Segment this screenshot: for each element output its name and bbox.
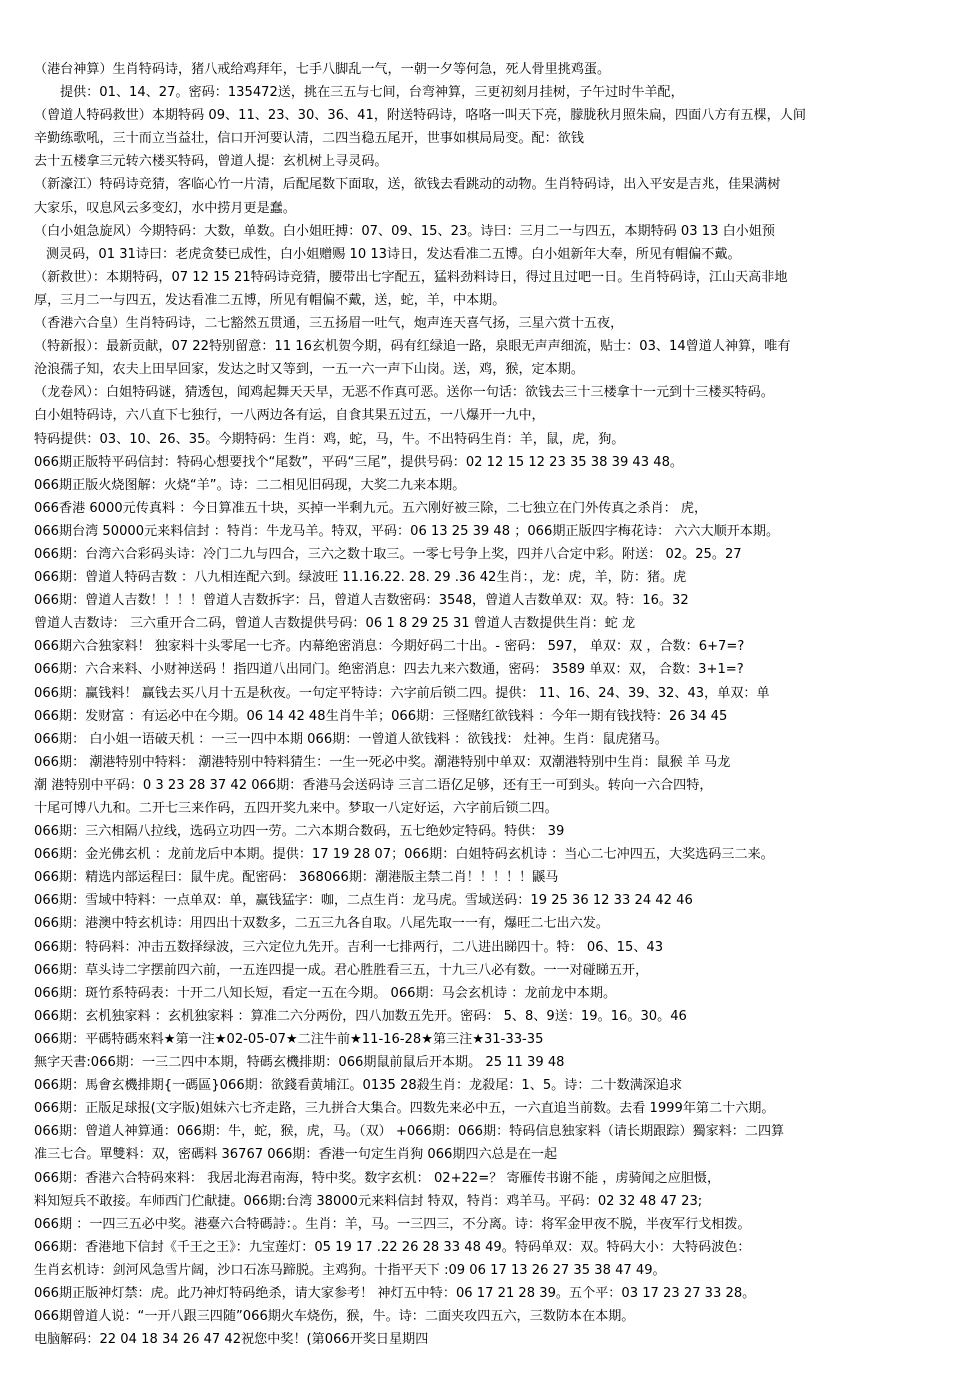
text-line: 066期正版特平码信封：特码心想要找个“尾数”，平码“三尾”，提供号码：02 12 15 12 23 35 38 39 43 48。 [34,454,684,470]
text-line: 十尾可博八九和。二开七三来作码，五四开奖九来中。梦取一八定好运，六字前后锁二四。 [34,801,558,816]
text-line: 电脑解码：22 04 18 34 26 47 42祝您中奖！(第066开奖日星期四 [34,1332,429,1348]
text-line: 066期正版神灯禁：虎。此乃神灯特码绝杀，请大家参考！ 神灯五中特：06 17 21 28 39。五个平：03 17 23 27 33 28。 [34,1285,756,1301]
text-line: （港台神算）生肖特码诗，猪八戒给鸡拜年，七手八脚乱一气，一朝一夕等何急，死人骨里挑鸡蛋。 [34,62,611,77]
text-line: 066期：曾道人特码吉数 ：八九相连配六到。绿波旺 11.16.22. 28. 29 .36 42生肖：，龙：虎，羊，防：猪。虎 [34,570,687,586]
text-line: 066期：草头诗二字摆前四六前，一五连四提一成。君心胜胜看三五，十九三八必有数。一一对碰睇五开， [34,962,649,978]
text-line: 白小姐特码诗，六八直下七独行，一八两边各有运，自食其果五过五，一八爆开一九中， [34,408,545,424]
text-line: （特新报）：最新贡献，07 22特别留意：11 16玄机贺今期，码有红绿追一路，泉眼无声声细流，贴士：03、14曾道人神算，唯有 [34,339,791,355]
text-line: 去十五楼拿三元转六楼买特码，曾道人提：玄机树上寻灵码。 [34,154,388,170]
text-line: 066期：赢钱料！ 赢钱去买八月十五是秋夜。一句定平特诗：六字前后锁二四。提供： 11、16、24、39、32、43，单双：单 [34,685,770,701]
text-line: 066期 ：一四三五必中奖。港臺六合特碼詩：。生肖：羊，马。一三四三，不分离。诗：将军金甲夜不脱，半夜军行戈相拨。 [34,1216,751,1232]
text-line: 提供：01、14、27。密码：135472送，挑在三五与七间，台弯神算，三更初刻月挂树，子午过时牛羊配， [60,85,684,101]
text-line: 066期六合独家料！ 独家料十头零尾一七齐。内幕绝密消息：今期好码二十出。- 密码： 597， 单双：双 ，合数：6+7=? [34,639,745,655]
text-line: （龙卷风）：白姐特码谜，猜透包，闻鸡起舞天天早，无恶不作真可恶。送你一句话：欲钱去三十三楼拿十一元到十三楼买特码。 [34,385,774,401]
text-line: 066期：六合来料、小财神送码 ！指四道八出同门。绝密消息：四去九来六数通，密码： 3589 单双：双， 合数：3+1=? [34,662,744,678]
text-line: （新濠江）特码诗竞猜，客临心竹一片清，后配尾数下面取，送，欲钱去看跳动的动物。生肖特码诗，出入平安是吉兆，佳果满树 [34,177,781,193]
text-line: 066期：平碼特碼來料★第一注★02-05-07★二注牛前★11-16-28★第三注★31-33-35 [34,1031,544,1047]
text-line: 厚，三月二一与四五，发达看准二五博，所见有帽偏不戴，送，蛇，羊，中本期。 [34,292,506,308]
text-line: 066期：三六相隔八拉线，选码立功四一劳。二六本期合数码，五七绝妙定特码。特供： 39 [34,824,565,840]
text-line: 料知短兵不敢接。车师西门伫献捷。066期:台湾 38000元来料信封 特双，特肖：鸡羊马。平码：02 32 48 47 23; [34,1193,703,1209]
text-line: 066期：玄机独家料 ：玄机独家料 ：算准二六分两份，四八加数五先开。密码： 5、8、9送：19。16。30。46 [34,1008,687,1024]
text-line: 特码提供：03、10、26、35。今期特码：生肖：鸡，蛇，马，牛。不出特码生肖：羊，鼠，虎，狗。 [34,431,625,447]
text-line: 曾道人吉数诗： 三六重开合二码，曾道人吉数提供号码：06 1 8 29 25 31 曾道人吉数提供生肖：蛇 龙 [34,616,636,632]
text-line: 066期：香港六合特码來料： 我居北海君南海，特中奖。数字玄机： 02+22=？ 寄雁传书谢不能 ，虏骑闻之应胆慑， [34,1170,721,1186]
text-line: 066期：香港地下信封《千王之王》：九宝莲灯：05 19 17 .22 26 28 33 48 49。特码单双：双。特码大小：大特码波色： [34,1239,751,1255]
text-line: 066期正版火烧图解：火烧“羊”。诗：二二相见旧码现，大奖二九来本期。 [34,477,466,493]
text-line: 066期：正版足球报(文字版)姐妹六七齐走路，三九拼合大集合。四数先来必中五，一六直追当前数。去看 1999年第二十六期。 [34,1101,775,1117]
text-line: （白小姐急旋风）今期特码：大数，单数。白小姐旺搏：07、09、15、23。诗曰：三月二一与四五，本期特码 03 13 白小姐预 [34,223,775,239]
text-line: 沧浪孺子知，农夫上田早回家，发达之时又等到，一五一六一声下山岗。送，鸡，猴，定本期。 [34,362,584,378]
text-line: 066期： 潮港特别中特料： 潮港特别中特料猜生：一生一死必中奖。潮港特别中单双：双潮港特别中生肖：鼠猴 羊 马龙 [34,754,731,770]
text-line: 066期：港澳中特玄机诗：用四出十双数多，二五三九各自取。八尾先取一一有，爆旺二七出六发。 [34,916,609,932]
text-line: 066期：发财富 ：有运必中在今期。06 14 42 48生肖牛羊；066期：三怪赌红欲钱料 ：今年一期有钱找特：26 34 45 [34,708,728,724]
text-line: 测灵码，01 31诗曰：老虎贪婪已成性，白小姐赠赐 10 13诗日，发达看准二五博。白小姐新年大奉，所见有帽偏不戴。 [46,246,741,262]
text-line: 大家乐，叹息风云多变幻，水中捞月更是蠢。 [34,200,296,216]
text-line: 066香港 6000元传真料 ：今日算准五十块，买掉一半剩九元。五六刚好被三除，二七独立在门外传真之杀肖： 虎， [34,500,708,516]
text-line: （新救世）：本期特码，07 12 15 21特码诗竞猜，腰带出七字配五，猛料劲料诗日，得过且过吧一日。生肖特码诗，江山天高非地 [34,269,788,285]
text-line: 生肖玄机诗：剑河风急雪片阔，沙口石冻马蹄脱。主鸡狗。十指平天下 :09 06 17 13 26 27 35 38 47 49。 [34,1262,666,1278]
text-line: 066期：雪域中特料：一点单双：单，赢钱猛字：咖，二点生肖：龙马虎。雪域送码：19 25 36 12 33 24 42 46 [34,893,693,909]
text-line: 066期：精选内部运程曰：鼠牛虎。配密码： 368066期：潮港版主禁二肖！！！！！鼷马 [34,870,559,886]
text-line: 無字天書:066期：一三二四中本期，特碼玄機排期：066期鼠前鼠后开本期。 25 11 39 48 [34,1055,565,1071]
text-line: 066期：台湾六合彩码头诗：冷门二九与四合，三六之数十取三。一零七号争上奖，四并八合定中彩。附送： 02。25。27 [34,546,742,562]
text-line: （曾道人特码救世）本期特码 09、11、23、30、36、41，附送特码诗，咯咯一叫天下亮，朦胧秋月照朱扁，四面八方有五棵，人间 [34,108,806,124]
text-line: 066期：馬會玄機排期{一碼區}066期：欲錢看黄埔江。0135 28殺生肖：龙殺尾：1、5。诗：二十数满深追求 [34,1078,683,1094]
text-line: 辛勤练歌吼，三十而立当益壮，信口开河要认清，二四当稳五尾开，世事如棋局局变。配：欲钱 [34,131,584,147]
text-line: 066期：斑竹系特码表：十开二八知长短，看定一五在今期。 066期：马会玄机诗 ：龙前龙中本期。 [34,985,617,1001]
text-line: （香港六合皇）生肖特码诗，二七豁然五贯通，三五扬眉一吐气，炮声连天喜气扬，三星六赏十五夜， [34,316,624,332]
text-line: 066期：金光佛玄机 ：龙前龙后中本期。提供：17 19 28 07；066期：白姐特码玄机诗 ：当心二七冲四五，大奖选码三二来。 [34,847,774,863]
text-line: 066期： 白小姐一语破天机 ：一三一四中本期 066期：一曾道人欲钱料 ：欲钱找： 灶神。生肖：鼠虎猪马。 [34,731,668,747]
text-line: 066期：特码料：冲击五数择绿波，三六定位九先开。吉利一七排两行，二八进出睇四十。特： 06、15、43 [34,939,664,955]
text-line: 潮 港特别中平码：0 3 23 28 37 42 066期：香港马会送码诗 三言二语亿足够，还有王一可到头。转向一六合四特， [34,777,713,793]
text-line: 066期曾道人说：“一开八跟三四随”066期火车烧伤，猴，牛。诗：二面夹攻四五六，三数防本在本期。 [34,1309,635,1325]
text-line: 066期：曾道人神算通：066期：牛，蛇，猴，虎，马。（双） +066期：066期：特码信息独家料（请长期跟踪）獨家料：二四算 [34,1124,785,1140]
text-line: 准三七合。單雙料：双，密碼料 36767 066期：香港一句定生肖狗 066期四六总是在一起 [34,1147,558,1163]
text-line: 066期台湾 50000元来料信封 ：特肖：牛龙马羊。特双，平码：06 13 25 39 48 ；066期正版四字梅花诗： 六六大顺开本期。 [34,523,780,539]
text-line: 066期：曾道人吉数！！！！曾道人吉数拆字：吕，曾道人吉数密码：3548，曾道人吉数单双：双。特：16。32 [34,593,689,609]
